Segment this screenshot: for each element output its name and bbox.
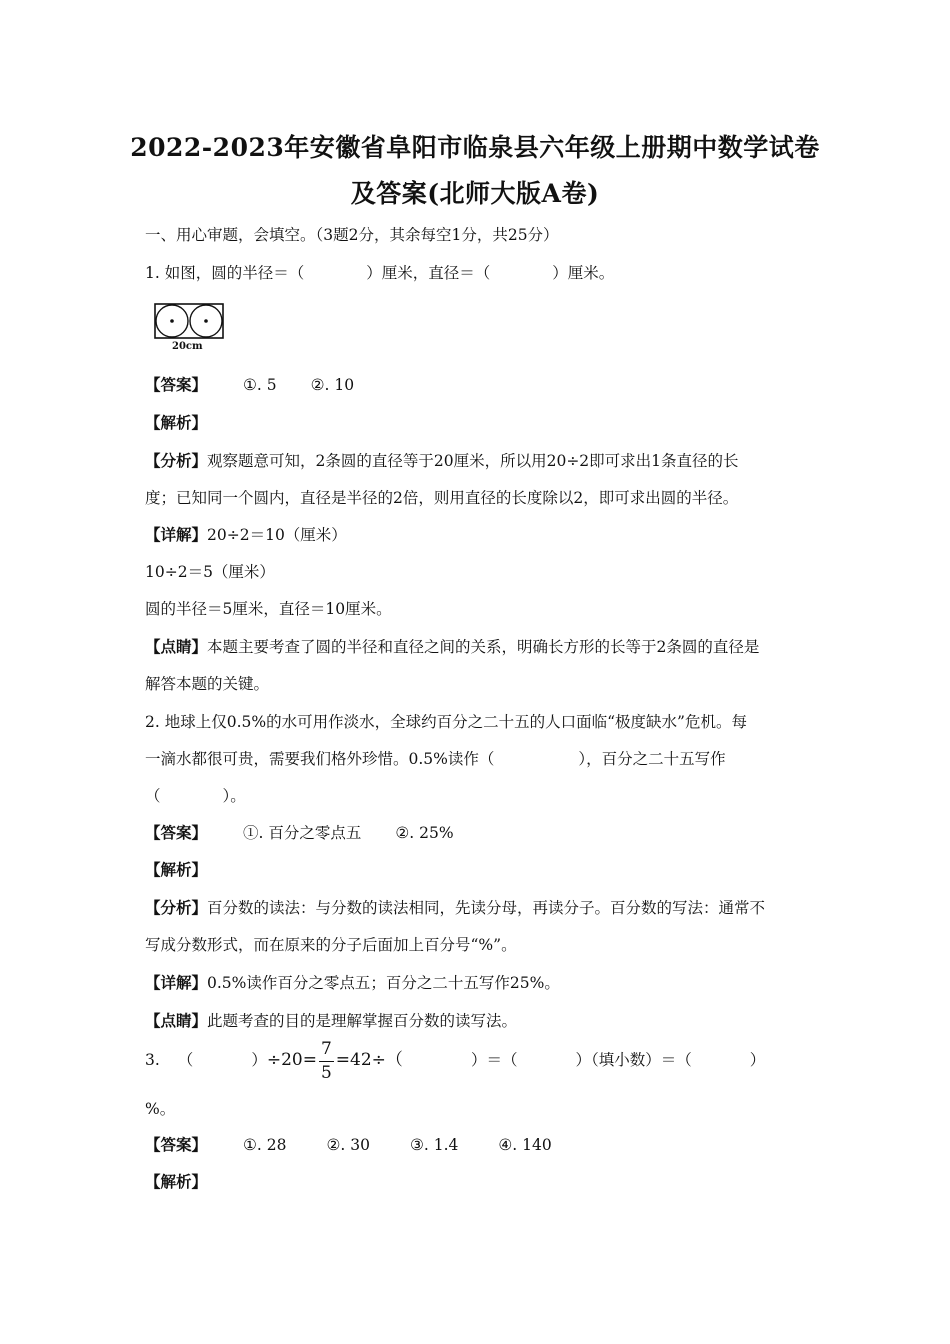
q1-figure-label: 20cm — [172, 341, 203, 352]
dianjing-tag: 【点睛】 — [145, 1011, 208, 1030]
q2-text-line3b: ）。 — [222, 787, 246, 805]
q1-analysis-tag: 【解析】 — [145, 413, 208, 432]
q2-answer-1: ①. 百分之零点五 — [243, 824, 362, 842]
q3-equals4: ＝（ — [660, 1051, 692, 1069]
q3-answer-1: ①. 28 — [243, 1136, 287, 1154]
q2-text-line3a: （ — [145, 787, 161, 805]
answer-tag: 【答案】 — [145, 375, 208, 394]
q3-div20: ÷20 — [266, 1050, 303, 1070]
q2-text-line3 — [145, 784, 246, 806]
q2-fenxi-line2: 写成分数形式，而在原来的分子后面加上百分号“%”。 — [145, 936, 517, 954]
q1-figure — [150, 300, 230, 358]
q1-fenxi-text1: 观察题意可知，2条圆的直径等于20厘米，所以用20÷2即可求出1条直径的长 — [207, 452, 739, 470]
q1-dianjing-line1 — [145, 635, 759, 657]
q3-percent-line: %。 — [145, 1100, 176, 1118]
q3-answer-2: ②. 30 — [326, 1136, 370, 1154]
q2-text-line2a: 一滴水都很可贵，需要我们格外珍惜。0.5%读作（ — [145, 750, 495, 768]
fenxi-tag: 【分析】 — [145, 451, 208, 470]
q1-text-part1: 1. 如图，圆的半径＝（ — [145, 264, 305, 282]
q1-answer-2: ②. 10 — [310, 376, 355, 394]
q1-answer-1: ①. 5 — [243, 376, 277, 394]
q1-answer — [145, 373, 354, 395]
doc-title-line1: 2022-2023年安徽省阜阳市临泉县六年级上册期中数学试卷 — [130, 133, 820, 162]
q2-dianjing-text1: 此题考查的目的是理解掌握百分数的读写法。 — [207, 1012, 518, 1030]
q3-fraction — [319, 1038, 334, 1083]
q2-answer — [145, 821, 454, 843]
dianjing-tag: 【点睛】 — [145, 637, 208, 656]
q1-text — [145, 261, 614, 283]
q3-paren-close2: ） — [470, 1051, 487, 1069]
q2-analysis-tag: 【解析】 — [145, 860, 208, 879]
q3-fill-decimal-note: （填小数） — [590, 1051, 661, 1069]
fenxi-tag: 【分析】 — [145, 898, 208, 917]
q3-number: 3. — [145, 1051, 160, 1069]
q3-paren-close4: ） — [749, 1051, 766, 1069]
q3-answer — [145, 1133, 552, 1155]
q2-text-line2 — [145, 747, 726, 769]
q3-analysis-tag: 【解析】 — [145, 1172, 208, 1191]
section-heading: 一、用心审题，会填空。（3题2分，其余每空1分，共25分） — [145, 226, 559, 244]
q3-equals2: = — [335, 1050, 351, 1070]
q2-fenxi-line1 — [145, 896, 765, 918]
q3-fraction-numerator: 7 — [319, 1041, 334, 1062]
q3-paren-close1: ） — [251, 1051, 267, 1069]
xiangjie-tag: 【详解】 — [145, 525, 208, 544]
q2-answer-2: ②. 25% — [395, 824, 454, 842]
q3-answer-4: ④. 140 — [498, 1136, 552, 1154]
q1-dianjing-text1: 本题主要考查了圆的半径和直径之间的关系，明确长方形的长等于2条圆的直径是 — [207, 638, 760, 656]
xiangjie-tag: 【详解】 — [145, 973, 208, 992]
q2-xiangjie-text1: 0.5%读作百分之零点五；百分之二十五写作25%。 — [207, 974, 560, 992]
q3-equals3: ＝（ — [486, 1051, 518, 1069]
q2-text-line1: 2. 地球上仅0.5%的水可用作淡水，全球约百分之二十五的人口面临“极度缺水”危机。每 — [145, 713, 747, 731]
q1-xiangjie-line1 — [145, 523, 347, 545]
q2-fenxi-text1: 百分数的读法：与分数的读法相同，先读分母，再读分子。百分数的写法：通常不 — [207, 899, 766, 917]
q1-xiangjie-line3: 圆的半径＝5厘米，直径＝10厘米。 — [145, 600, 392, 618]
q1-fenxi-line1 — [145, 449, 739, 471]
q3-answer-3: ③. 1.4 — [409, 1136, 459, 1154]
doc-title-line2: 及答案(北师大版A卷) — [350, 179, 600, 208]
answer-tag: 【答案】 — [145, 823, 208, 842]
q3-paren-close3: ） — [575, 1051, 591, 1069]
q3-text-line1 — [145, 1038, 765, 1082]
q3-fraction-denominator: 5 — [320, 1062, 332, 1083]
q1-fenxi-line2: 度；已知同一个圆内，直径是半径的2倍，则用直径的长度除以2，即可求出圆的半径。 — [145, 489, 739, 507]
q3-paren-open1: （ — [177, 1051, 194, 1069]
q2-dianjing-line1 — [145, 1009, 517, 1031]
q2-text-line2b: ），百分之二十五写作 — [578, 750, 726, 768]
q1-dianjing-line2: 解答本题的关键。 — [145, 675, 270, 693]
answer-tag: 【答案】 — [145, 1135, 208, 1154]
q1-xiangjie-text1: 20÷2＝10（厘米） — [207, 526, 347, 544]
q1-text-part2: ）厘米，直径＝（ — [366, 264, 491, 282]
q3-42-div: 42÷（ — [350, 1050, 403, 1070]
q1-xiangjie-line2: 10÷2＝5（厘米） — [145, 563, 275, 581]
q2-xiangjie-line1 — [145, 971, 560, 993]
q3-equals1: = — [302, 1050, 317, 1070]
q1-text-part3: ）厘米。 — [552, 264, 615, 282]
